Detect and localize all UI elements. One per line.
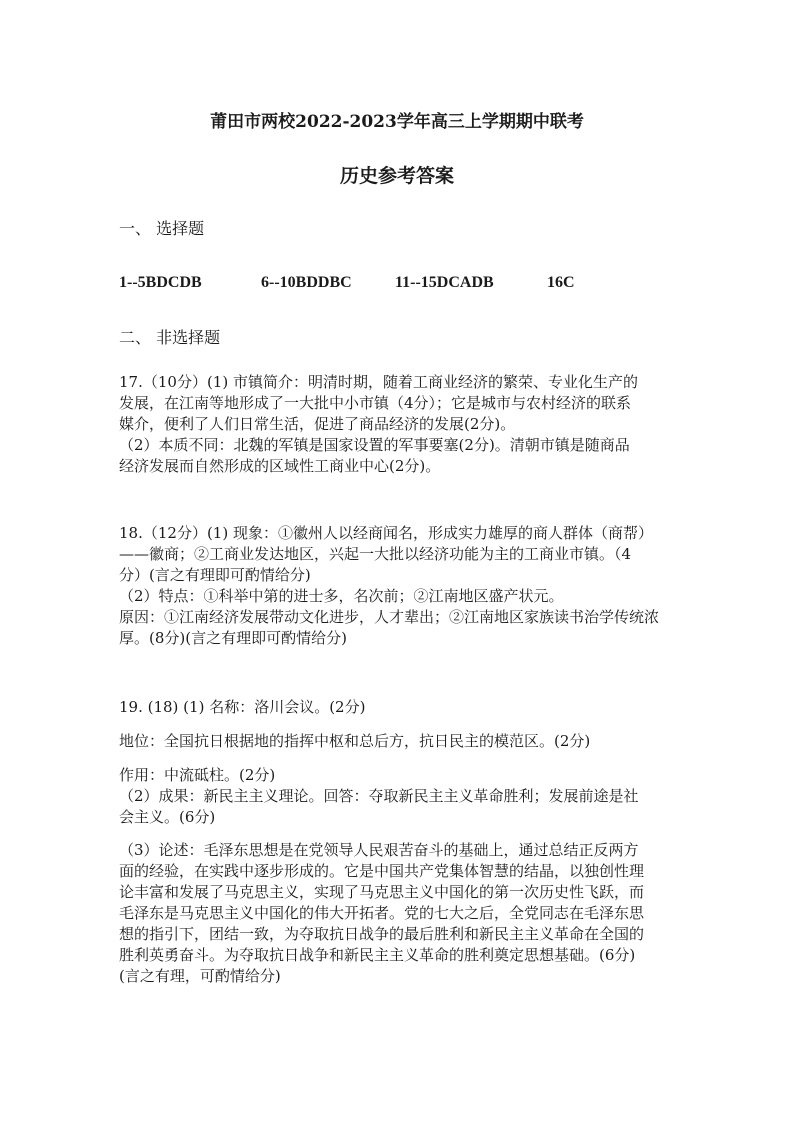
q19-line: （3）论述：毛泽东思想是在党领导人民艰苦奋斗的基础上，通过总结正反两方	[119, 841, 639, 859]
q18-line: 厚。(8分)(言之有理即可酌情给分)	[119, 629, 347, 647]
q17-line: 媒介，便利了人们日常生活，促进了商品经济的发展(2分)。	[119, 415, 516, 433]
q18-line: 原因：①江南经济发展带动文化进步，人才辈出；②江南地区家族读书治学传统浓	[119, 608, 660, 626]
q17-line: 17.（10分）(1) 市镇简介：明清时期，随着工商业经济的繁荣、专业化生产的	[119, 373, 638, 391]
section-heading-non-multiple-choice: 二、 非选择题	[119, 328, 221, 347]
q19-line: 想的指引下，团结一致，为夺取抗日战争的最后胜利和新民主主义革命在全国的	[119, 925, 645, 943]
q19-line: 胜利英勇奋斗。为夺取抗日战争和新民主主义革命的胜利奠定思想基础。(6分)	[119, 946, 636, 964]
q19-line: 论丰富和发展了马克思主义，实现了马克思主义中国化的第一次历史性飞跃，而	[119, 883, 645, 901]
q17-line: 发展，在江南等地形成了一大批中小市镇（4分）；它是城市与农村经济的联系	[119, 394, 632, 412]
q18-line: 18.（12分）(1) 现象：①徽州人以经商闻名，形成实力雄厚的商人群体（商帮）	[119, 524, 653, 542]
q18-line: ——徽商；②工商业发达地区，兴起一大批以经济功能为主的工商业市镇。（4	[119, 545, 632, 563]
exam-title: 莆田市两校2022-2023学年高三上学期期中联考	[210, 112, 584, 132]
answer-16: 16C	[547, 274, 575, 291]
answers-11-15: 11--15DCADB	[395, 274, 494, 291]
q19-line: 19. (18) (1) 名称：洛川会议。(2分)	[119, 698, 366, 716]
q17-line: （2）本质不同：北魏的军镇是国家设置的军事要塞(2分)。清朝市镇是随商品	[119, 436, 630, 454]
section-heading-multiple-choice: 一、 选择题	[119, 219, 205, 238]
answers-6-10: 6--10BDDBC	[261, 274, 352, 291]
q19-line: （2）成果：新民主主义理论。回答：夺取新民主主义革命胜利；发展前途是社	[119, 787, 639, 805]
q19-line: 地位：全国抗日根据地的指挥中枢和总后方，抗日民主的模范区。(2分)	[119, 732, 591, 750]
q19-line: 会主义。(6分)	[119, 808, 216, 826]
q19-line: 面的经验，在实践中逐步形成的。它是中国共产党集体智慧的结晶，以独创性理	[119, 862, 645, 880]
q19-line: (言之有理，可酌情给分)	[119, 967, 281, 985]
q18-line: 分）(言之有理即可酌情给分)	[119, 566, 311, 584]
answers-1-5: 1--5BDCDB	[119, 274, 202, 291]
q18-line: （2）特点：①科举中第的进士多，名次前；②江南地区盛产状元。	[119, 587, 564, 605]
q19-line: 毛泽东是马克思主义中国化的伟大开拓者。党的七大之后，全党同志在毛泽东思	[119, 904, 645, 922]
q17-line: 经济发展而自然形成的区域性工商业中心(2分)。	[119, 457, 441, 475]
document-subtitle: 历史参考答案	[339, 165, 454, 187]
q19-line: 作用：中流砥柱。(2分)	[119, 766, 276, 784]
